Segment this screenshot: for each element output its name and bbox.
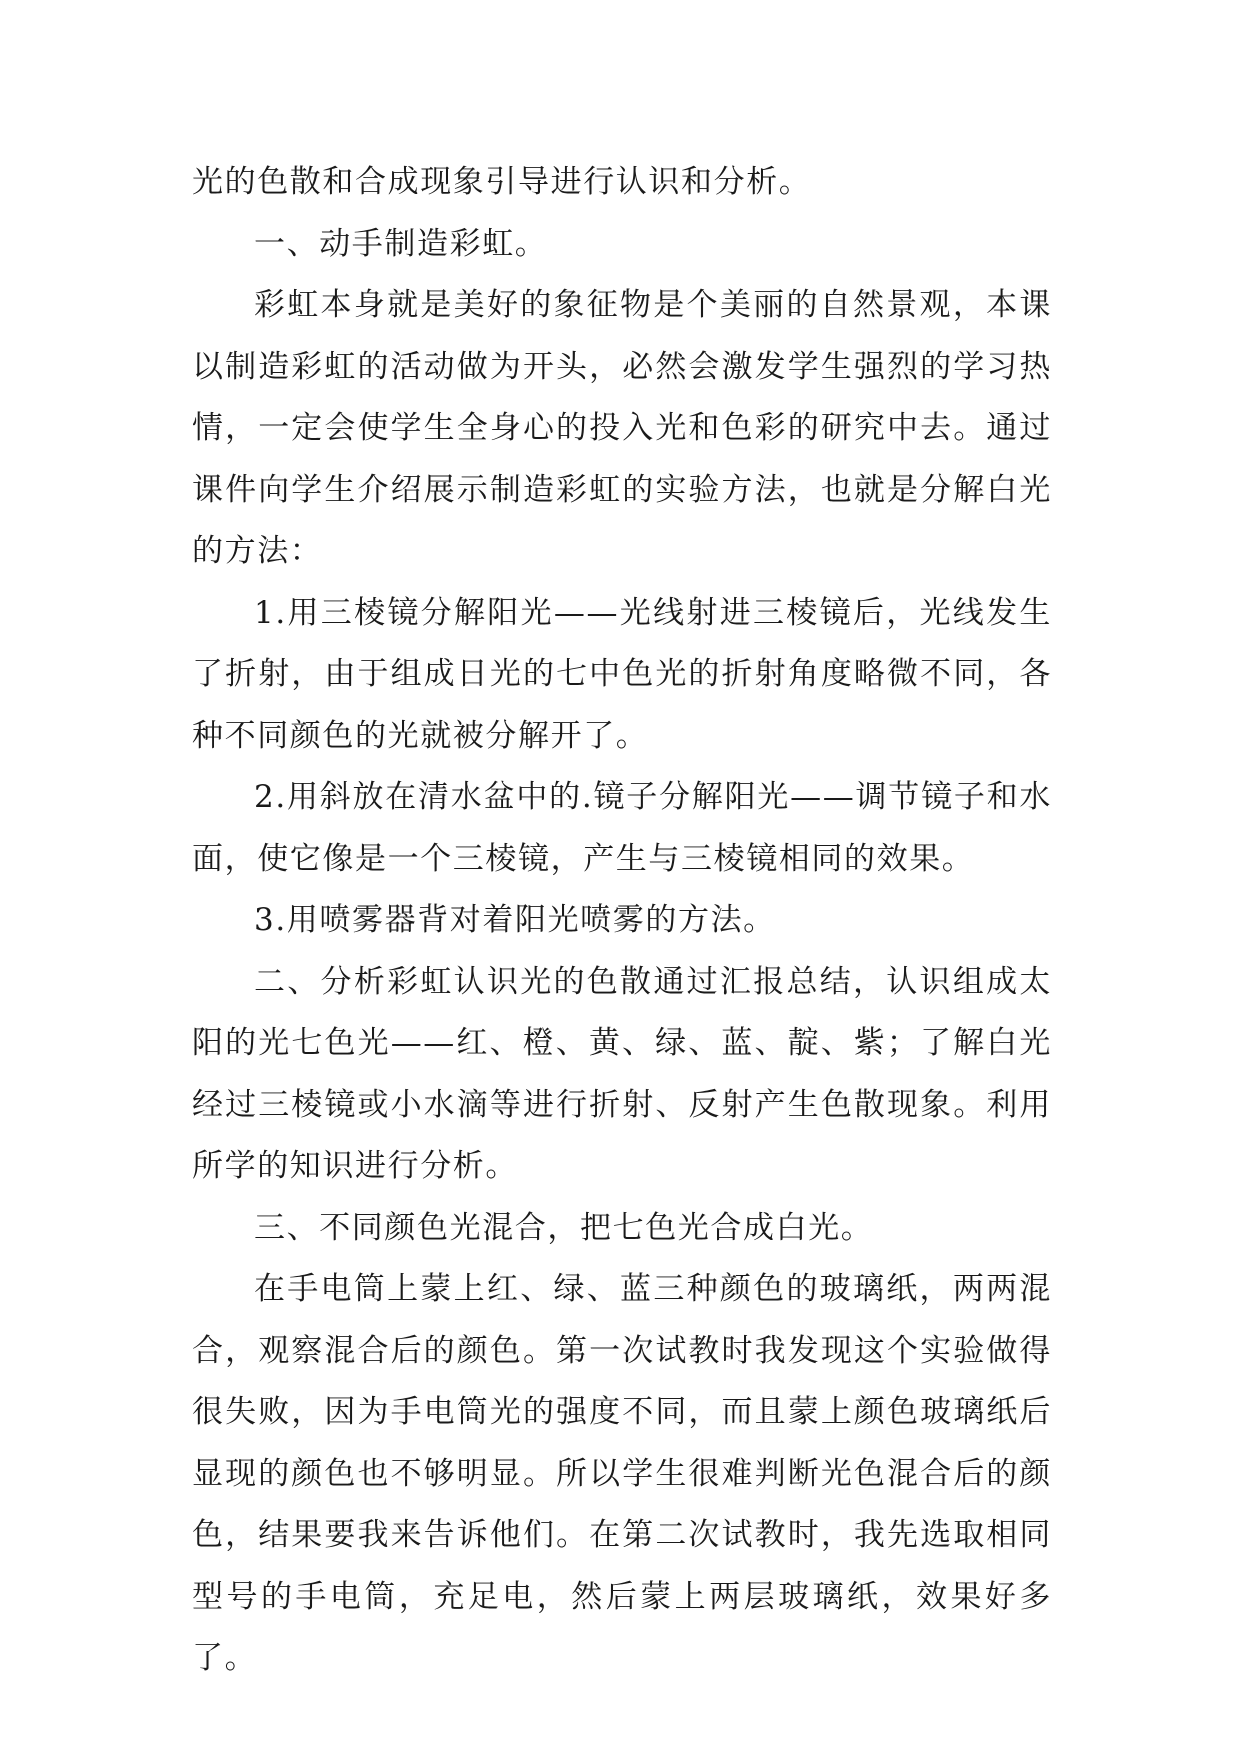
section-heading-3: 三、不同颜色光混合，把七色光合成白光。 bbox=[254, 1209, 874, 1246]
list-item-method-1: 1.用三棱镜分解阳光——光线射进三棱镜后，光线发生了折射，由于组成日光的七中色光的折射角度略微不同，各种不同颜色的光就被分解开了。 bbox=[192, 594, 1052, 754]
paragraph-intro-continuation: 光的色散和合成现象引导进行认识和分析。 bbox=[192, 164, 812, 200]
list-item-method-3: 3.用喷雾器背对着阳光喷雾的方法。 bbox=[254, 902, 776, 938]
paragraph-flashlight-experiment: 在手电筒上蒙上红、绿、蓝三种颜色的玻璃纸，两两混合，观察混合后的颜色。第一次试教时我发现这个实验做得很失败，因为手电筒光的强度不同，而且蒙上颜色玻璃纸后显现的颜色也不够明显。所以学生很难判断光色混合后的颜色，结果要我来告诉他们。在第二次试教时，我先选取相同型号的手电筒，充足电，然后蒙上两层玻璃纸，效果好多了。 bbox=[192, 1271, 1052, 1676]
list-item-method-2: 2.用斜放在清水盆中的.镜子分解阳光——调节镜子和水面，使它像是一个三棱镜，产生与三棱镜相同的效果。 bbox=[192, 779, 1052, 877]
paragraph-rainbow-intro: 彩虹本身就是美好的象征物是个美丽的自然景观，本课以制造彩虹的活动做为开头，必然会激发学生强烈的学习热情，一定会使学生全身心的投入光和色彩的研究中去。通过课件向学生介绍展示制造彩虹的实验方法，也就是分解白光的方法： bbox=[192, 287, 1052, 569]
document-body bbox=[192, 152, 1052, 1690]
section-heading-1: 一、动手制造彩虹。 bbox=[254, 225, 548, 262]
section-heading-2: 二、分析彩虹认识光的色散通过汇报总结，认识组成太阳的光七色光——红、橙、黄、绿、蓝、靛、紫；了解白光经过三棱镜或小水滴等进行折射、反射产生色散现象。利用所学的知识进行分析。 bbox=[192, 963, 1052, 1184]
